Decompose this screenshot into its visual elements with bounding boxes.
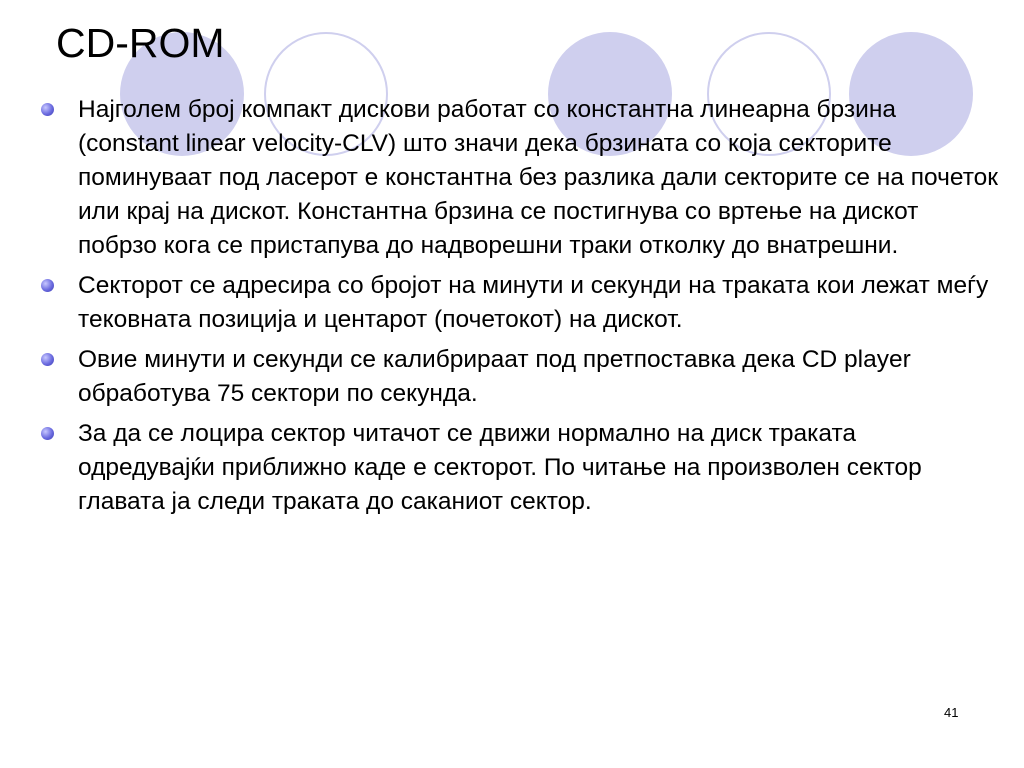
slide-title: CD-ROM <box>56 20 225 66</box>
bullet-text: За да се лоцира сектор читачот се движи нормално на диск траката одредувајќи приближно каде е секторот. По читање на произволен сектор главата ја следи траката до саканиот сектор. <box>78 420 922 515</box>
bullet-item <box>38 343 998 411</box>
bullet-item <box>38 417 998 519</box>
bullet-icon <box>41 103 54 116</box>
bullet-text: Секторот се адресира со бројот на минути и секунди на траката кои лежат меѓу тековната позиција и центарот (почетокот) на дискот. <box>78 272 989 333</box>
bullet-text: Овие минути и секунди се калибрираат под претпоставка дека CD player обработува 75 сектори по секунда. <box>78 346 911 407</box>
bullet-text: Најголем број компакт дискови работат со константна линеарна брзина (constant linear velocity-CLV) што значи дека брзината со која секторите поминуваат под ласерот е константна без разлика дали секторите се на почеток или крај на дискот. Константна брзина се постигнува со вртење на дискот побрзо кога се пристапува до надворешни траки отколку до внатрешни. <box>78 96 998 259</box>
page-number: 41 <box>944 705 959 720</box>
bullet-icon <box>41 279 54 292</box>
bullet-icon <box>41 427 54 440</box>
bullet-list <box>38 93 998 525</box>
bullet-icon <box>41 353 54 366</box>
bullet-item <box>38 93 998 263</box>
bullet-item <box>38 269 998 337</box>
